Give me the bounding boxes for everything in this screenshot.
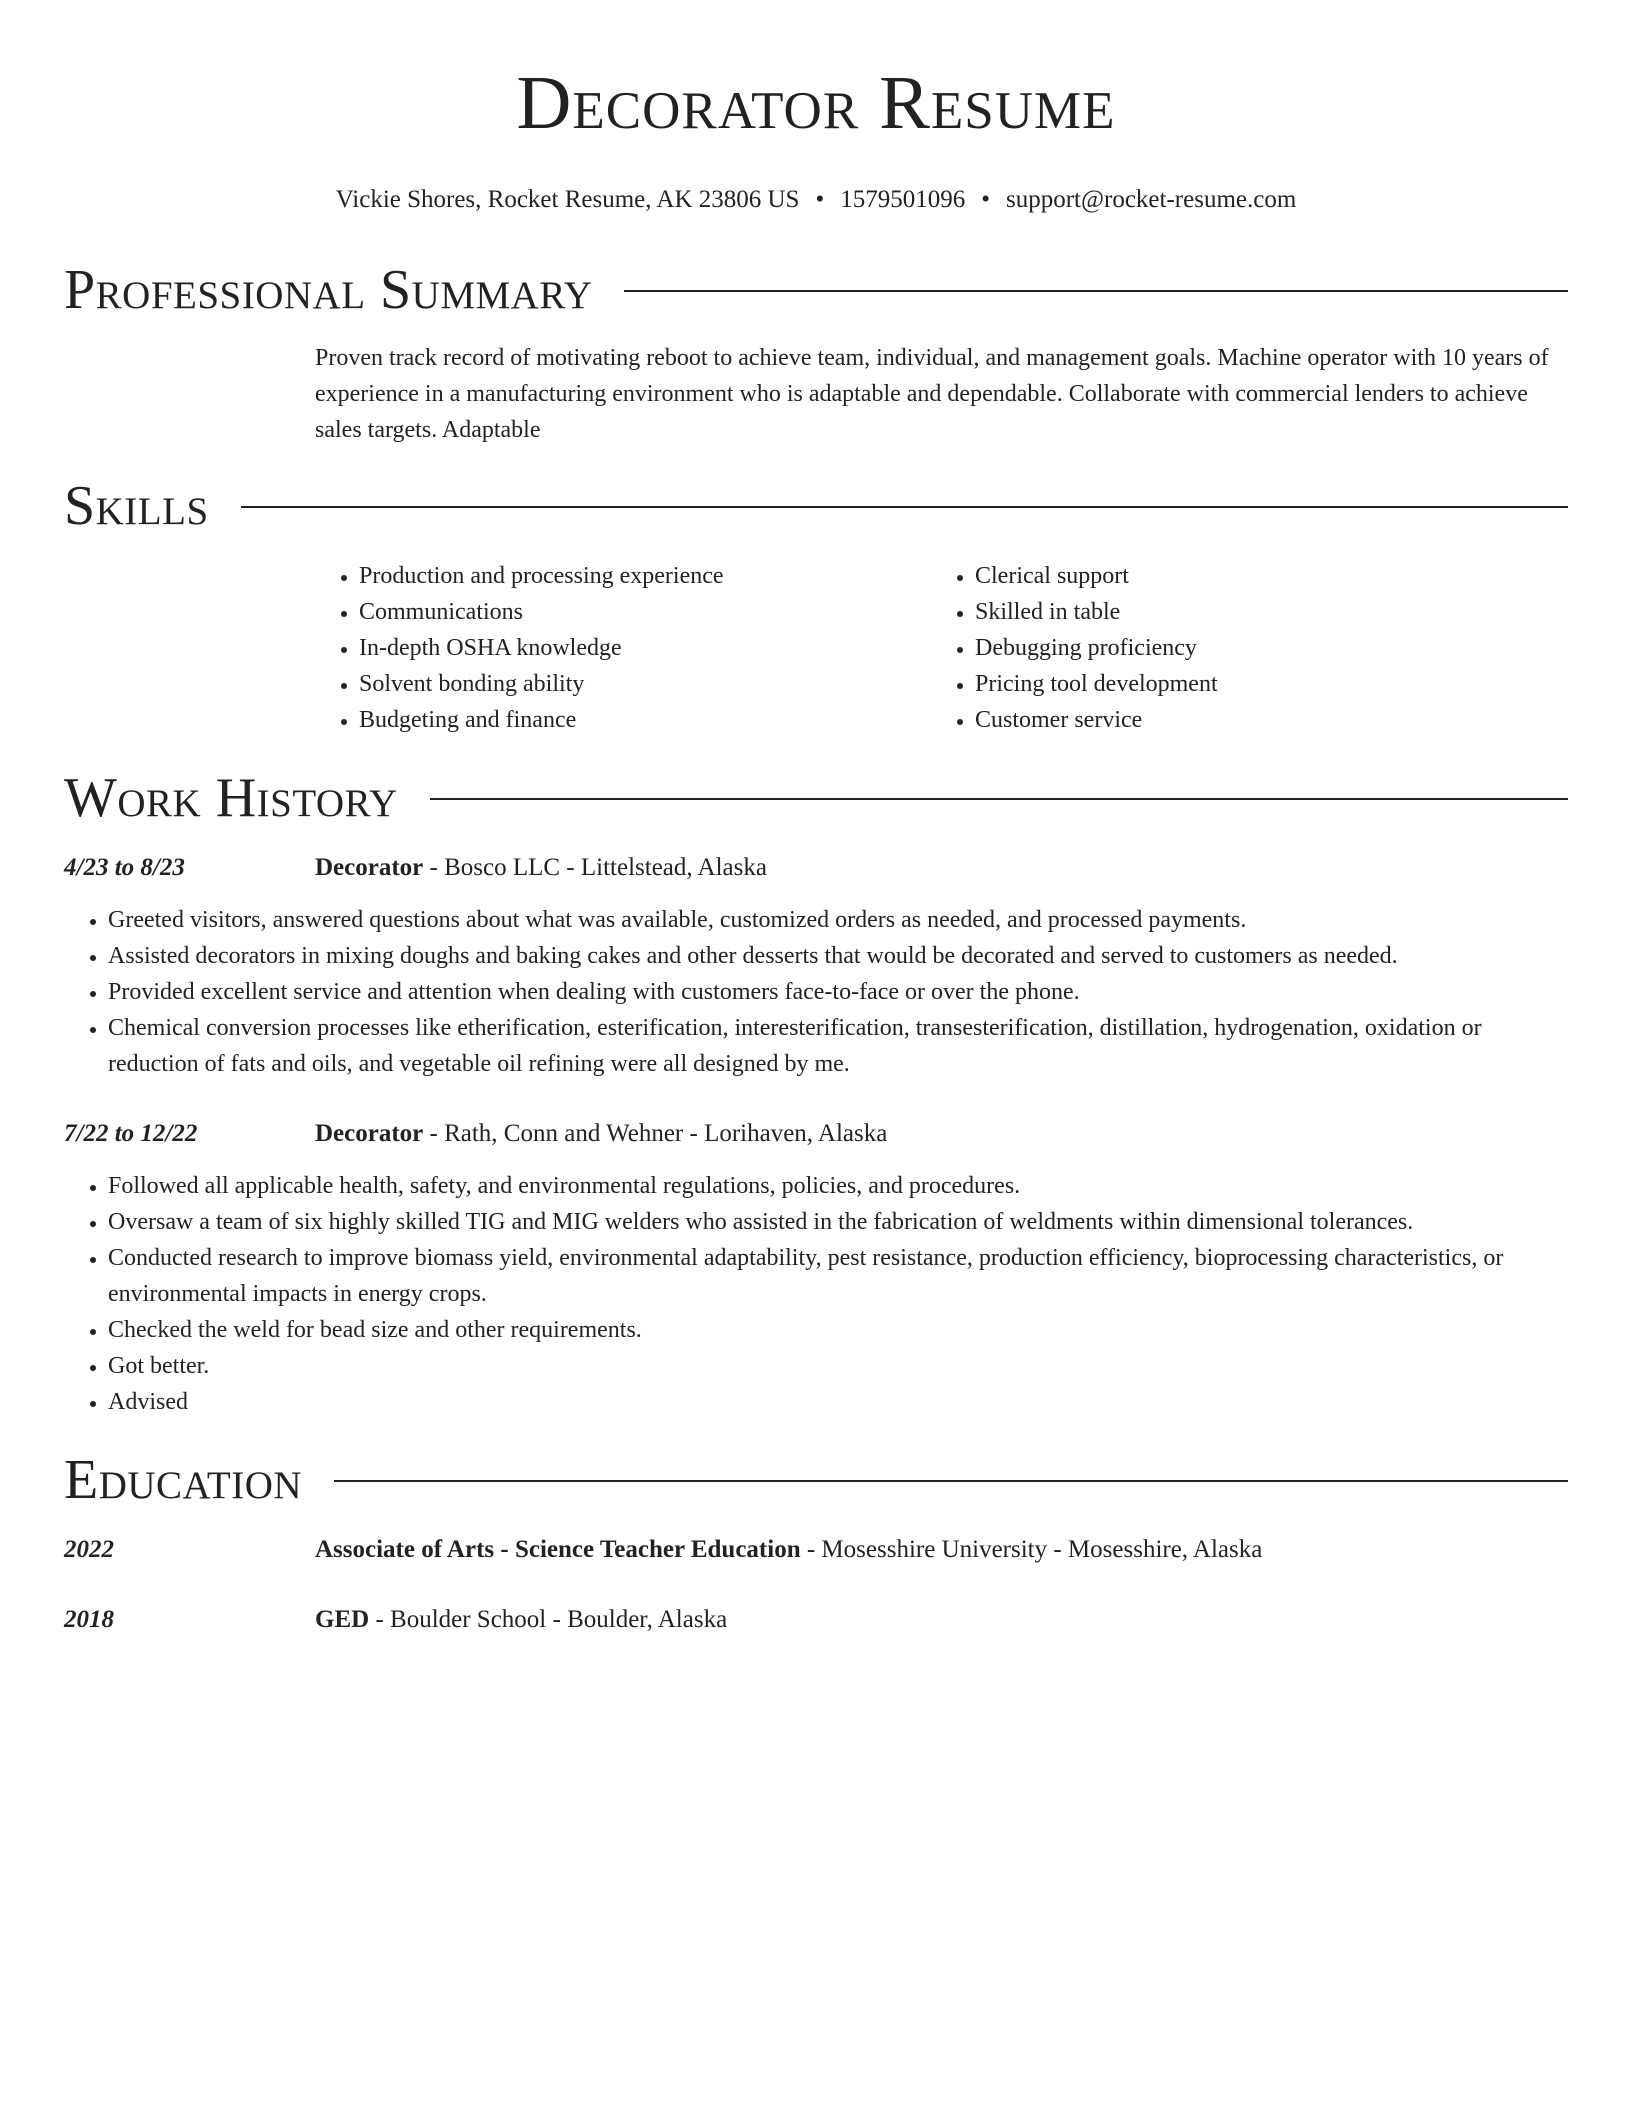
- job-header: [64, 1116, 1568, 1152]
- education-entry: [64, 1602, 1568, 1638]
- skill-item: • Skilled in table: [975, 594, 1218, 630]
- job-title: Decorator: [315, 1120, 424, 1147]
- skill-item: • Budgeting and finance: [359, 702, 931, 738]
- section-divider: [624, 290, 1568, 292]
- education-year: 2018: [64, 1606, 114, 1633]
- job-bullet: • Oversaw a team of six highly skilled TIG and MIG welders who assisted in the fabrication of weldments within dimensional tolerances.: [108, 1204, 1568, 1240]
- education-year: 2022: [64, 1536, 114, 1563]
- resume-title: Decorator Resume: [516, 61, 1116, 145]
- job-title: Decorator: [315, 854, 424, 881]
- education-details: - Boulder School - Boulder, Alaska: [369, 1606, 728, 1633]
- job-dates: 7/22 to 12/22: [64, 1120, 198, 1147]
- skill-item: • Solvent bonding ability: [359, 666, 931, 702]
- skills-list: [315, 558, 1568, 738]
- work-section-header: [64, 768, 1568, 828]
- section-divider: [430, 798, 1568, 800]
- section-title-work: Work History: [64, 767, 398, 829]
- skill-item: • Customer service: [975, 702, 1218, 738]
- skill-item: • Debugging proficiency: [975, 630, 1218, 666]
- education-details: - Mosesshire University - Mosesshire, Alaska: [800, 1536, 1263, 1563]
- contact-phone: 1579501096: [840, 186, 966, 213]
- section-divider: [334, 1480, 1568, 1482]
- education-degree: Associate of Arts - Science Teacher Education: [315, 1536, 801, 1563]
- skill-item: • Pricing tool development: [975, 666, 1218, 702]
- job-bullet: • Advised: [108, 1384, 1568, 1420]
- job-dates: 4/23 to 8/23: [64, 854, 185, 881]
- job-bullet: • Checked the weld for bead size and other requirements.: [108, 1312, 1568, 1348]
- skill-item: • In-depth OSHA knowledge: [359, 630, 931, 666]
- job-details: - Rath, Conn and Wehner - Lorihaven, Alaska: [423, 1120, 888, 1147]
- summary-section-header: [64, 260, 1568, 320]
- job-bullet: • Conducted research to improve biomass yield, environmental adaptability, pest resistance, production efficiency, bioprocessing characteristics, or environmental impacts in energy crops.: [108, 1240, 1568, 1312]
- job-bullet: • Followed all applicable health, safety, and environmental regulations, policies, and procedures.: [108, 1168, 1568, 1204]
- skill-item: • Clerical support: [975, 558, 1218, 594]
- summary-text: Proven track record of motivating reboot to achieve team, individual, and management goals. Machine operator with 10 years of experience in a manufacturing environment who is adaptable and dependable. Collaborate with commercial lenders to achieve sales targets. Adaptable: [315, 345, 1549, 443]
- skill-item: • Production and processing experience: [359, 558, 931, 594]
- education-entry: [64, 1532, 1568, 1568]
- skills-section-header: [64, 476, 1568, 536]
- job-bullet: • Provided excellent service and attention when dealing with customers face-to-face or over the phone.: [108, 974, 1568, 1010]
- contact-separator: •: [981, 186, 990, 213]
- job-header: [64, 850, 1568, 886]
- education-line: [315, 1602, 727, 1638]
- contact-line: [64, 184, 1568, 216]
- skill-item: • Communications: [359, 594, 931, 630]
- education-degree: GED: [315, 1606, 370, 1633]
- section-title-education: Education: [64, 1449, 303, 1511]
- job-bullets: [64, 902, 1568, 1082]
- education-line: [315, 1532, 1262, 1568]
- contact-address: Vickie Shores, Rocket Resume, AK 23806 US: [335, 186, 800, 213]
- job-entry: [64, 1116, 1568, 1420]
- skills-column-right: [931, 558, 1218, 738]
- job-title-line: [315, 850, 767, 886]
- job-bullets: [64, 1168, 1568, 1420]
- job-details: - Bosco LLC - Littelstead, Alaska: [423, 854, 767, 881]
- contact-email: support@rocket-resume.com: [1005, 186, 1297, 213]
- skills-column-left: [315, 558, 931, 738]
- job-title-line: [315, 1116, 887, 1152]
- education-section-header: [64, 1450, 1568, 1510]
- section-title-summary: Professional Summary: [64, 259, 593, 321]
- section-title-skills: Skills: [64, 475, 209, 537]
- job-entry: [64, 850, 1568, 1082]
- job-bullet: • Greeted visitors, answered questions about what was available, customized orders as needed, and processed payments.: [108, 902, 1568, 938]
- job-bullet: • Assisted decorators in mixing doughs and baking cakes and other desserts that would be decorated and served to customers as needed.: [108, 938, 1568, 974]
- job-bullet: • Chemical conversion processes like etherification, esterification, interesterification, transesterification, distillation, hydrogenation, oxidation or reduction of fats and oils, and vegetable oil refining were all designed by me.: [108, 1010, 1568, 1082]
- contact-separator: •: [815, 186, 825, 213]
- job-bullet: • Got better.: [108, 1348, 1568, 1384]
- section-divider: [241, 506, 1568, 508]
